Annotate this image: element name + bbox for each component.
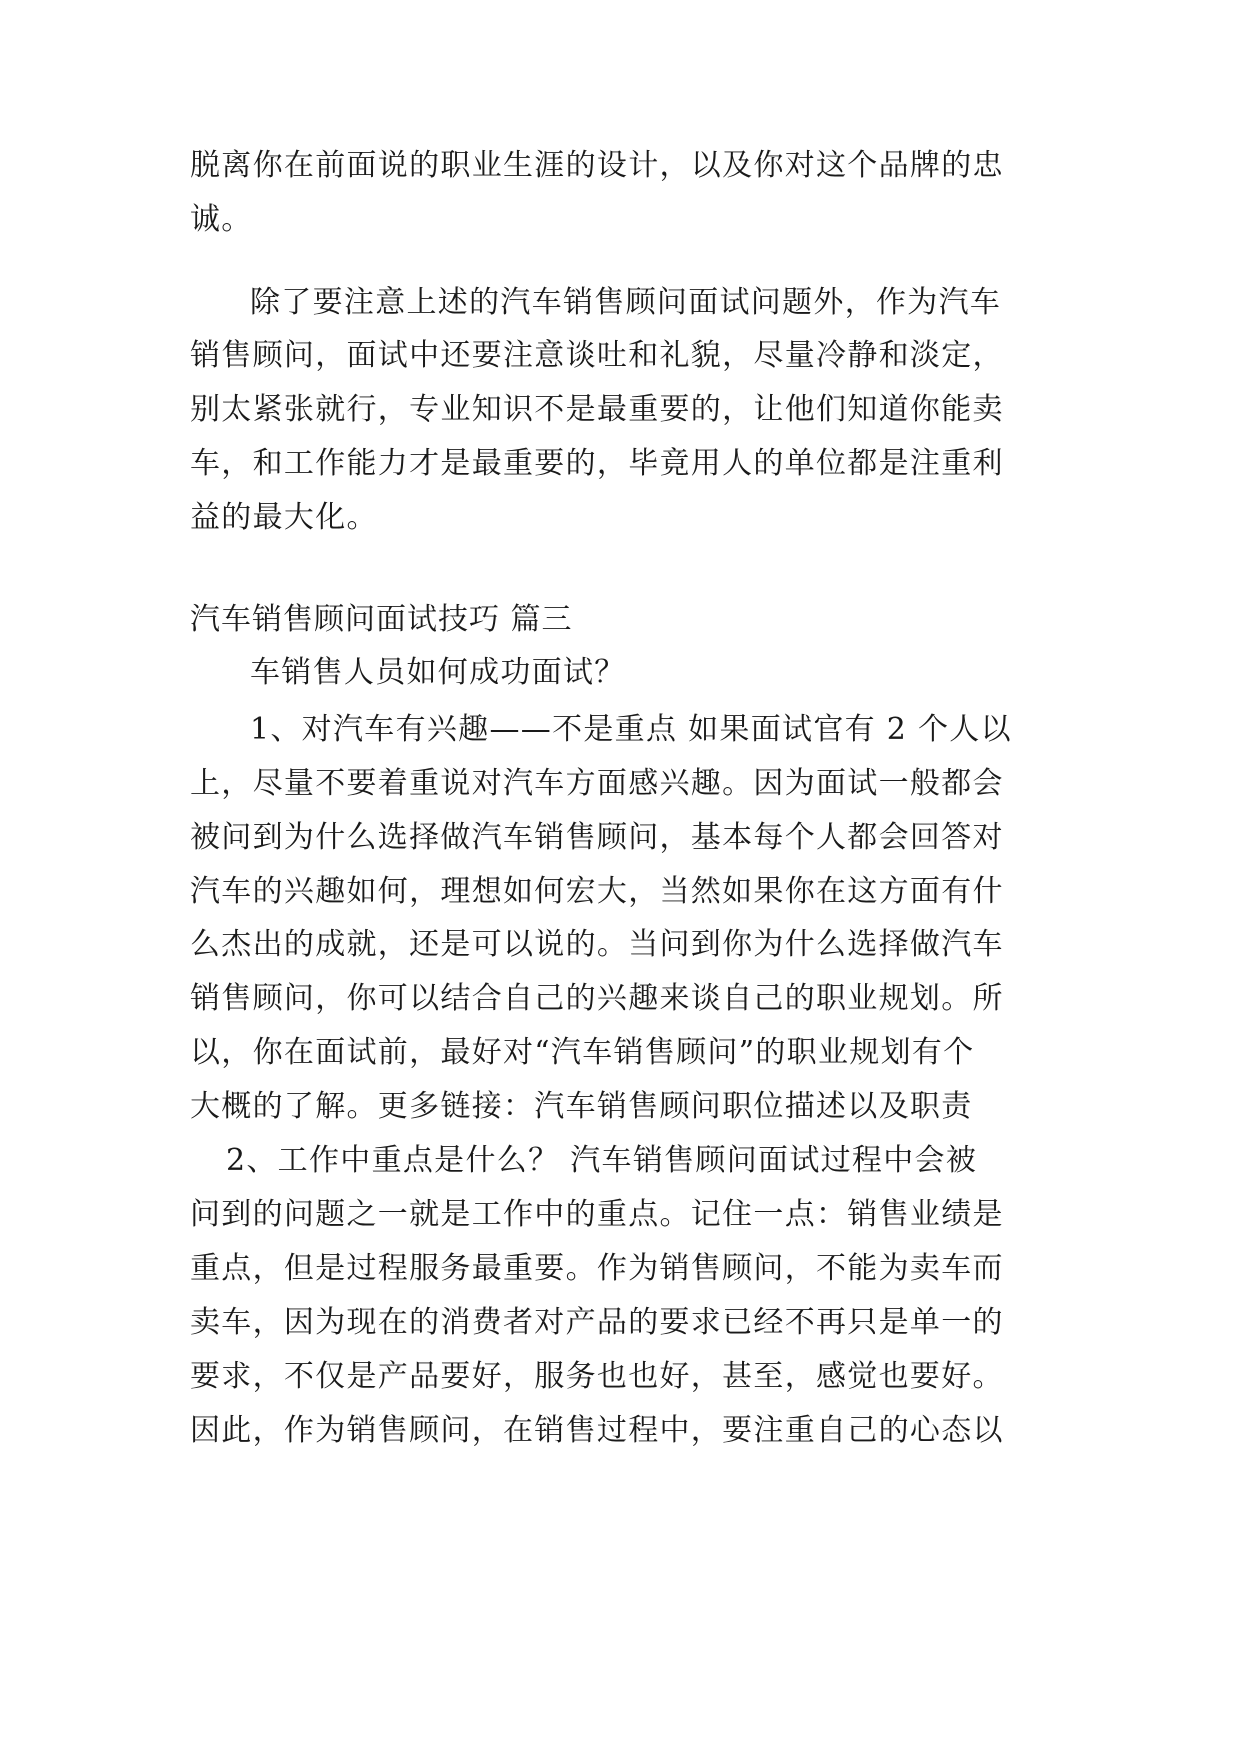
text-line: 车，和工作能力才是最重要的，毕竟用人的单位都是注重利 [190, 446, 1004, 481]
text-line: 脱离你在前面说的职业生涯的设计，以及你对这个品牌的忠 [190, 148, 1004, 183]
text-line: 销售顾问，你可以结合自己的兴趣来谈自己的职业规划。所 [190, 981, 1004, 1016]
text-line: 被问到为什么选择做汽车销售顾问，基本每个人都会回答对 [190, 820, 1004, 855]
section-heading: 汽车销售顾问面试技巧 篇三 [190, 602, 573, 637]
text-line: 因此，作为销售顾问，在销售过程中，要注重自己的心态以 [190, 1413, 1004, 1448]
text-line: 要求，不仅是产品要好，服务也也好，甚至，感觉也要好。 [190, 1359, 1004, 1394]
text-line: 卖车，因为现在的消费者对产品的要求已经不再只是单一的 [190, 1305, 1004, 1340]
text-line: 别太紧张就行，专业知识不是最重要的，让他们知道你能卖 [190, 392, 1004, 427]
text-line: 益的最大化。 [190, 500, 378, 535]
subheading: 车销售人员如何成功面试？ [250, 655, 626, 690]
text-line: 重点，但是过程服务最重要。作为销售顾问，不能为卖车而 [190, 1251, 1004, 1286]
text-line: 以，你在面试前，最好对“汽车销售顾问”的职业规划有个 [190, 1035, 975, 1070]
text-line: 么杰出的成就，还是可以说的。当问到你为什么选择做汽车 [190, 927, 1004, 962]
paragraph-first-line: 2、工作中重点是什么？ 汽车销售顾问面试过程中会被 [226, 1143, 978, 1178]
text-line: 汽车的兴趣如何，理想如何宏大，当然如果你在这方面有什 [190, 874, 1004, 909]
text-line: 销售顾问，面试中还要注意谈吐和礼貌，尽量冷静和淡定， [190, 338, 1004, 373]
text-line: 大概的了解。更多链接：汽车销售顾问职位描述以及职责 [190, 1089, 973, 1124]
text-line: 诚。 [190, 202, 253, 237]
text-line: 上，尽量不要着重说对汽车方面感兴趣。因为面试一般都会 [190, 766, 1004, 801]
text-line: 问到的问题之一就是工作中的重点。记住一点：销售业绩是 [190, 1197, 1004, 1232]
paragraph-first-line: 除了要注意上述的汽车销售顾问面试问题外，作为汽车 [250, 285, 1002, 320]
paragraph-first-line: 1、对汽车有兴趣——不是重点 如果面试官有 2 个人以 [250, 712, 1012, 747]
